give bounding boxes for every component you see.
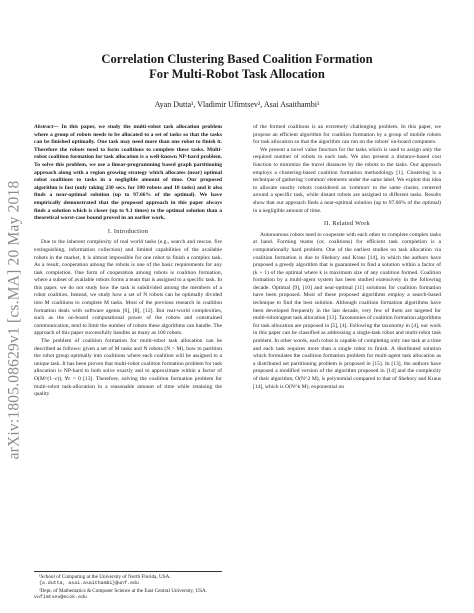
related-work-paragraph-1: Autonomous robots need to cooperate with each other to complete complex tasks at hand. Forming teams (or, coalitions) for efficient task completion is a computationally hard problem. One of the earliest studies on task allocation via coalition formation is due to Shehory and Kraus [14], in which the authors have proposed a greedy algorithm that is guaranteed to find a solution within a factor of (k + 1) of the optimal where k is maximum size of any coalition formed. Coalition formation by a multi-agent system has been studied extensively in the following decade. Optimal [9], [10] and near-optimal [11] solutions for coalition formation have been proposed. Most of these proposed algorithms employ a search-based technique to find the best solution. Although coalition formation algorithms have been developed frequently in the last decade, very few of them are targeted for multi-robot/agent task allocation [13]. Taxonomies of coalition formation algorithms for task allocation are proposed in [5], [4]. Following the taxonomy in [4], our work in this paper can be classified as addressing a single-task robot and multi-robot task problem. In other words, each robot is capable of completing only one task at a time and each task requires more than a single robot to finish. A distributed solution which formulates the coalition formation problem for multi-agent task allocation as a distributed set partitioning problem is proposed in [15]. In [13], the authors have proposed a modified version of the algorithm proposed in [14] and the complexity of their algorithm, O(N^2 M), is polynomial compared to that of Shehory and Kraus [14], which is O(N^k M), exponential on (253, 231, 441, 390)
intro-paragraph-3: We present a novel value function for the tasks which is used to assign only the required number of robots to each task. We also present a distance-based cost function to minimize the travel distances by the robots to the tasks. Our approach employs a clustering-based coalition formation methodology [1]. Clustering is a technique of gathering 'common' elements under the same label. We exploit this idea to allocate nearby robots considered as 'common' to the same cluster, centered around a specific task, while distant robots are assigned to different tasks. Results show that our approach finds a near-optimal solution (up to 97.66% of the optimal) in a negligible amount of time. (253, 146, 441, 214)
footnote-1-email: {a.dutta, asai.asaithambi}@unf.edu (39, 581, 139, 587)
title-line-1: Correlation Clustering Based Coalition Formation (101, 52, 373, 66)
abstract (34, 124, 222, 223)
arxiv-identifier: arXiv:1805.08629v1 [cs.MA] 20 May 2018 (5, 180, 23, 460)
section-title-introduction: I. Introduction (107, 227, 149, 235)
author-list: Ayan Dutta¹, Vladimir Ufimtsev², Asai Asaithambi¹ (154, 100, 320, 109)
abstract-label: Abstract (34, 124, 54, 130)
left-column (34, 124, 222, 399)
footnotes (34, 571, 222, 602)
section-title-related-work: II. Related Work (324, 220, 370, 228)
arxiv-identifier-stamp (3, 130, 25, 510)
paper-title (60, 52, 414, 82)
footnote-2-text: ²Dept. of Mathematics & Computer Science at the East Central University, USA. (39, 587, 208, 594)
right-column (253, 124, 441, 391)
intro-paragraph-1: Due to the inherent complexity of real world tasks (e.g., search and rescue, fire extinguishing, information collection) and limited capabilities of the available robots in the market, it is almost impossible for one robot to finish a complex task. As a result, cooperation among the robots is one of the basic requirements for any task completion. One form of cooperation among robots is coalition formation, where a subset of available robots forms a team that is assigned to a specific task. In this paper, we do not study how the task is subdivided among the members of a robot coalition. Instead, we study how a set of N robots can be optimally divided into M coalitions to complete M tasks. Most of the previous research in coalition formation deals with software agents [6], [8], [12]. But real-world complexities, such as the on-board computational power of the robots and constrained communication, tend to limit the number of robots these algorithms can handle. The approach of this paper successfully handles as many as 100 robots. (34, 239, 222, 337)
intro-paragraph-2: The problem of coalition formation for multi-robot task allocation can be described as follows: given a set of M tasks and N robots (N > M), how to partition the robot group optimally into coalitions where each coalition will be assigned to a unique task. It has been proven that multi-robot coalition formation problem for task allocation is NP-hard to both solve exactly and to approximate within a factor of O(M^(1−ε)), ∀ε > 0 [13]. Therefore, solving the coalition formation problem for multi-robot task-allocation in a reasonable amount of time while retaining the quality (34, 338, 222, 398)
abstract-text: — In this paper, we study the multi-robot task allocation problem where a group of robots needs to be allocated to a set of tasks so that the tasks can be finished optimally. One task may need more than one robot to finish it. Therefore the robots need to form coalitions to complete these tasks. Multi-robot coalition formation for task allocation is a well-known NP-hard problem. To solve this problem, we use a linear-programming based graph partitioning approach along with a region growing strategy which allocates (near) optimal robot coalitions to tasks in a negligible amount of time. Our proposed algorithm is fast (only taking 230 secs. for 100 robots and 10 tasks) and it also finds a near-optimal solution (up to 97.66% of the optimal). We have empirically demonstrated that the proposed approach in this paper always finds a solution which is closer (up to 9.1 times) to the optimal solution than a theoretical worst-case bound proved in an earlier work. (34, 124, 222, 222)
footnote-1-text: ¹School of Computing at the University of North Florida, USA. (39, 574, 171, 580)
footnote-2-email: vufimtsev@ecok.edu (34, 595, 87, 601)
footnote-2 (34, 588, 222, 602)
intro-continued-paragraph: of the formed coalitions is an extremely challenging problem. In this paper, we propose an efficient algorithm for coalition formation by a group of mobile robots for task allocation so that the algorithm can run on the robots' on-board computers. (253, 124, 441, 146)
footnote-1-email-line (34, 580, 222, 587)
title-line-2: For Multi-Robot Task Allocation (149, 67, 325, 81)
